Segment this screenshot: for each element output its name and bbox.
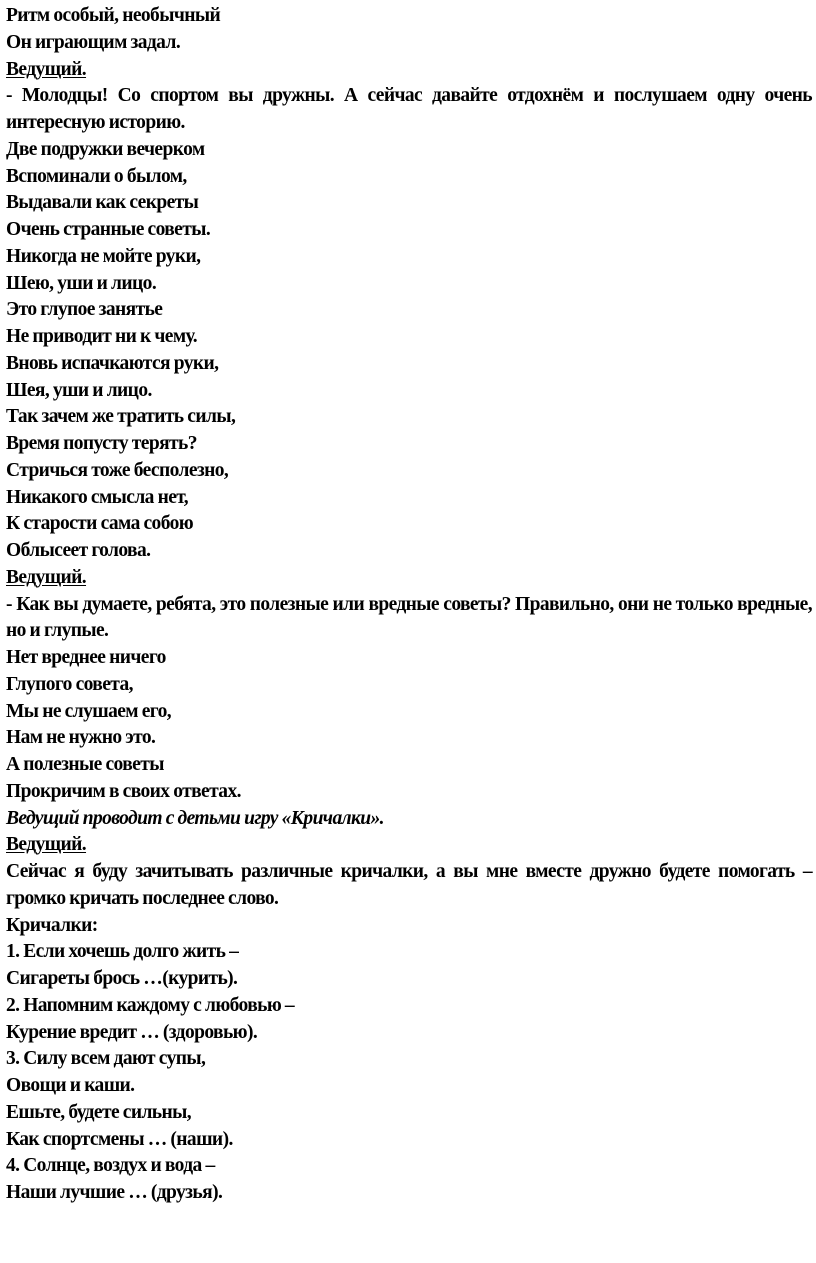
verse-line: Он играющим задал. <box>6 31 181 53</box>
verse-line: Время попусту терять? <box>6 433 197 454</box>
speaker-heading <box>6 565 812 592</box>
stage-direction: Ведущий проводит с детьми игру «Кричалки». <box>6 807 384 829</box>
verse-line: Очень странные советы. <box>6 219 211 240</box>
verse-line: Стричься тоже бесполезно, <box>6 459 229 481</box>
verse-line: Не приводит ни к чему. <box>6 326 198 347</box>
chant-line: 3. Силу всем дают супы, <box>6 1048 206 1070</box>
chant-heading: Кричалки: <box>6 914 98 936</box>
verse-line: Глупого совета, <box>6 673 133 695</box>
verse-line: Никогда не мойте руки, <box>6 245 201 267</box>
narration-paragraph: - Молодцы! Со спортом вы дружны. А сейчас давайте отдохнём и послушаем одну очень интересную историю. <box>6 85 812 133</box>
chant-line: Курение вредит … (здоровью). <box>6 1021 258 1043</box>
verse-line: Прокричим в своих ответах. <box>6 780 241 802</box>
verse-line: Так зачем же тратить силы, <box>6 406 236 428</box>
verse-line: Шея, уши и лицо. <box>6 379 152 401</box>
chant-line: 4. Солнце, воздух и вода – <box>6 1155 215 1177</box>
verse-line: Облысеет голова. <box>6 540 151 561</box>
verse-line: Шею, уши и лицо. <box>6 272 157 294</box>
verse-line: Это глупое занятье <box>6 299 163 321</box>
verse-line: Мы не слушаем его, <box>6 700 171 722</box>
verse-line: Нет вреднее ничего <box>6 647 166 668</box>
narration-paragraph: Сейчас я буду зачитывать различные кричалки, а вы мне вместе дружно будете помогать – громко кричать последнее слово. <box>6 861 812 909</box>
chant-line: Ешьте, будете сильны, <box>6 1101 192 1123</box>
speaker-heading <box>6 832 812 859</box>
speaker-heading <box>6 57 812 84</box>
speaker-label: Ведущий. <box>6 58 87 80</box>
verse-line: Вновь испачкаются руки, <box>6 352 219 374</box>
chant-line: Как спортсмены … (наши). <box>6 1128 233 1150</box>
chant-line: Сигареты брось …(курить). <box>6 968 238 989</box>
verse-line: Нам не нужно это. <box>6 727 156 749</box>
chant-line: 2. Напомним каждому с любовью – <box>6 994 295 1016</box>
verse-line: А полезные советы <box>6 754 164 775</box>
chant-line: Наши лучшие … (друзья). <box>6 1182 223 1203</box>
verse-line: Ритм особый, необычный <box>6 5 221 26</box>
verse-line: К старости сама собою <box>6 513 194 535</box>
speaker-label: Ведущий. <box>6 834 87 856</box>
verse-line: Вспоминали о былом, <box>6 165 187 187</box>
chant-line: Овощи и каши. <box>6 1075 135 1096</box>
chant-line: 1. Если хочешь долго жить – <box>6 941 239 963</box>
verse-line: Выдавали как секреты <box>6 192 199 214</box>
verse-line: Две подружки вечерком <box>6 138 205 160</box>
speaker-label: Ведущий. <box>6 566 87 588</box>
narration-paragraph: - Как вы думаете, ребята, это полезные или вредные советы? Правильно, они не только вредные, но и глупые. <box>6 593 812 642</box>
verse-line: Никакого смысла нет, <box>6 486 189 508</box>
